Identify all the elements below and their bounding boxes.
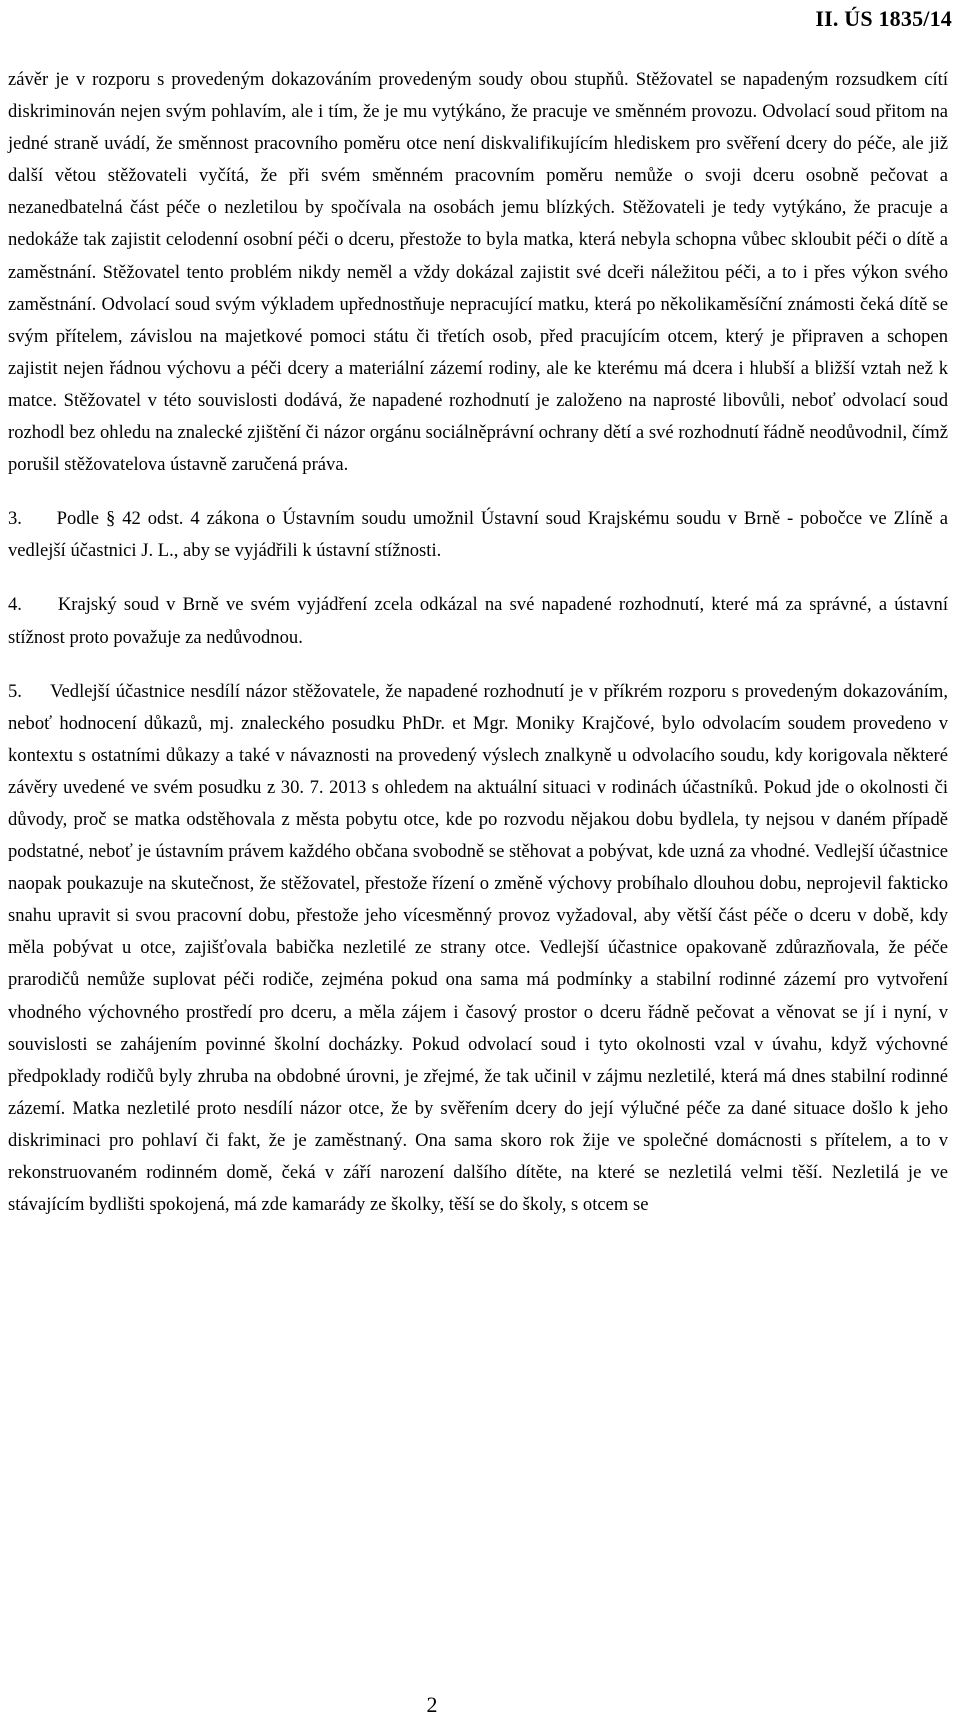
- page-number: 2: [426, 1692, 438, 1717]
- paragraph-3: 3. Podle § 42 odst. 4 zákona o Ústavním soudu umožnil Ústavní soud Krajskému soudu v Brně - pobočce ve Zlíně a vedlejší účastnici J. L., aby se vyjádřili k ústavní stížnosti.: [8, 508, 948, 562]
- paragraph-continuation: závěr je v rozporu s provedeným dokazováním provedeným soudy obou stupňů. Stěžovatel se napadeným rozsudkem cítí diskriminován nejen svým pohlavím, ale i tím, že je mu vytýkáno, že pracuje ve směnném provozu. Odvolací soud přitom na jedné straně uvádí, že směnnost pracovního poměru otce není diskvalifikujícím hlediskem pro svěření dcery do péče, ale již další větou stěžovateli vyčítá, že při svém směnném pracovním poměru nemůže o svoji dceru osobně pečovat a nezanedbatelná část péče o nezletilou by spočívala na osobách jemu blízkých. Stěžovateli je tedy vytýkáno, že pracuje a nedokáže tak zajistit celodenní osobní péči o dceru, přestože to byla matka, která nebyla schopna vůbec skloubit péči o dítě a zaměstnání. Stěžovatel tento problém nikdy neměl a vždy dokázal zajistit své dceři náležitou péči, a to i přes výkon svého zaměstnání. Odvolací soud svým výkladem upřednostňuje nepracující matku, která po několikaměsíční známosti čeká dítě se svým přítelem, závislou na majetkové pomoci státu či třetích osob, před pracujícím otcem, který je připraven a schopen zajistit nejen řádnou výchovu a péči dcery a materiální zázemí rodiny, ale ke kterému má dcera i hlubší a bližší vztah než k matce. Stěžovatel v této souvislosti dodává, že napadené rozhodnutí je založeno na naprosté libovůli, neboť odvolací soud rozhodl bez ohledu na znalecké zjištění či názor orgánu sociálněprávní ochrany dětí a své rozhodnutí řádně neodůvodnil, čímž porušil stěžovatelova ústavně zaručená práva.: [8, 69, 948, 476]
- document-body: [8, 64, 948, 1221]
- paragraph-4: 4. Krajský soud v Brně ve svém vyjádření zcela odkázal na své napadené rozhodnutí, které má za správné, a ústavní stížnost proto považuje za nedůvodnou.: [8, 594, 948, 648]
- case-number-header: II. ÚS 1835/14: [815, 6, 952, 31]
- paragraph-5: 5. Vedlejší účastnice nesdílí názor stěžovatele, že napadené rozhodnutí je v příkrém rozporu s provedeným dokazováním, neboť hodnocení důkazů, mj. znaleckého posudku PhDr. et Mgr. Moniky Krajčové, bylo odvolacím soudem provedeno v kontextu s ostatními důkazy a také v návaznosti na provedený výslech znalkyně u odvolacího soudu, kdy korigovala některé závěry uvedené ve svém posudku z 30. 7. 2013 s ohledem na aktuální situaci v rodinách účastníků. Pokud jde o okolnosti či důvody, proč se matka odstěhovala z města pobytu otce, kde po rozvodu nějakou dobu bydlela, ty nejsou v daném případě podstatné, neboť je ústavním právem každého občana svobodně se stěhovat a pobývat, kde uzná za vhodné. Vedlejší účastnice naopak poukazuje na skutečnost, že stěžovatel, přestože řízení o změně výchovy probíhalo dlouhou dobu, neprojevil fakticko snahu upravit si svou pracovní dobu, přestože jeho vícesměnný provoz vyžadoval, aby větší část péče o dceru v době, kdy měla pobývat u otce, zajišťovala babička nezletilé ze strany otce. Vedlejší účastnice opakovaně zdůrazňovala, že péče prarodičů nemůže suplovat péči rodiče, zejména pokud ona sama má podmínky a stabilní rodinné zázemí pro vytvoření vhodného výchovného prostředí pro dceru, a měla zájem i časový prostor o dceru řádně pečovat a věnovat se jí i nyní, v souvislosti se zahájením povinné školní docházky. Pokud odvolací soud i tyto okolnosti vzal v úvahu, když výchovné předpoklady rodičů byly zhruba na obdobné úrovni, je zřejmé, že tak učinil v zájmu nezletilé, která má dnes stabilní rodinné zázemí. Matka nezletilé proto nesdílí názor otce, že by svěřením dcery do její výlučné péče za dané situace došlo k jeho diskriminaci pro pohlaví či fakt, že je zaměstnaný. Ona sama skoro rok žije ve společné domácnosti s přítelem, a to v rekonstruovaném rodinném domě, čeká v září narození dalšího dítěte, na které se nezletilá velmi těší. Nezletilá je ve stávajícím bydlišti spokojená, má zde kamarády ze školky, těší se do školy, s otcem se: [8, 680, 948, 1216]
